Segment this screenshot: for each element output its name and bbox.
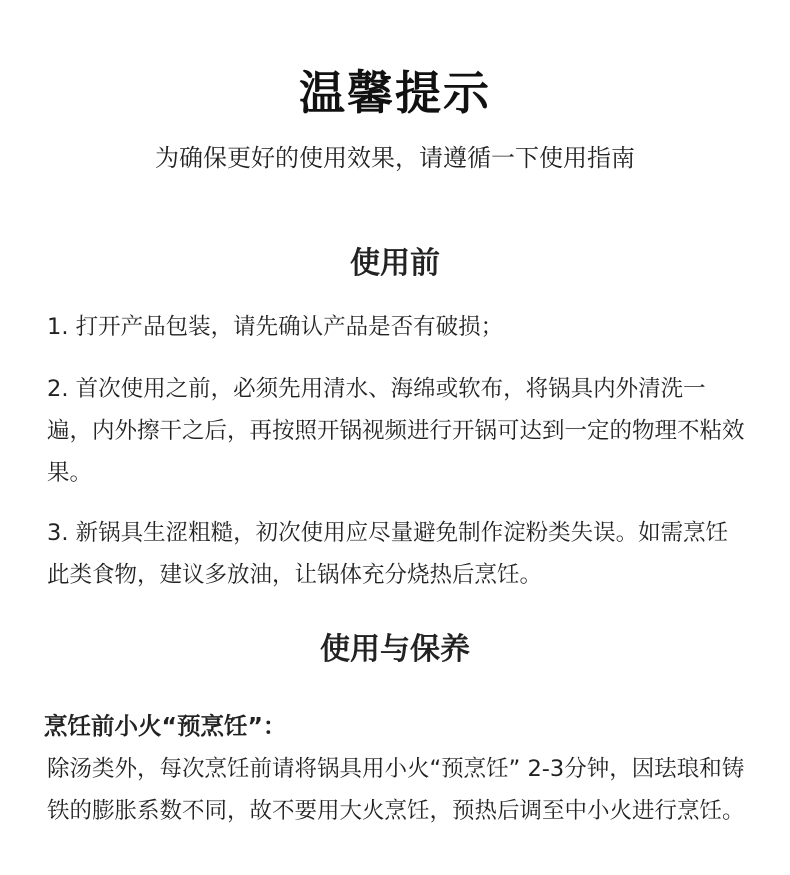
preheat-text: 除汤类外，每次烹饪前请将锅具用小火“预烹饪” 2-3分钟，因珐琅和铸铁的膨胀系数不同，故不要用大火烹饪，预热后调至中小火进行烹饪。 (47, 756, 745, 824)
before-use-item-3: 3. 新锅具生涩粗糙，初次使用应尽量避免制作淀粉类失误。如需烹饪此类食物，建议多放油，让锅体充分烧热后烹饪。 (47, 520, 729, 588)
section-heading-use-and-care: 使用与保养 (320, 632, 470, 667)
page-title: 温馨提示 (299, 66, 491, 120)
before-use-item-1: 1. 打开产品包装，请先确认产品是否有破损； (47, 314, 504, 340)
before-use-item-2: 2. 首次使用之前，必须先用清水、海绵或软布，将锅具内外清洗一遍，内外擦干之后，再按照开锅视频进行开锅可达到一定的物理不粘效果。 (47, 376, 745, 486)
preheat-subheading: 烹饪前小火“预烹饪”： (44, 712, 287, 740)
section-heading-before-use: 使用前 (350, 246, 440, 281)
page-subtitle: 为确保更好的使用效果，请遵循一下使用指南 (155, 144, 635, 172)
